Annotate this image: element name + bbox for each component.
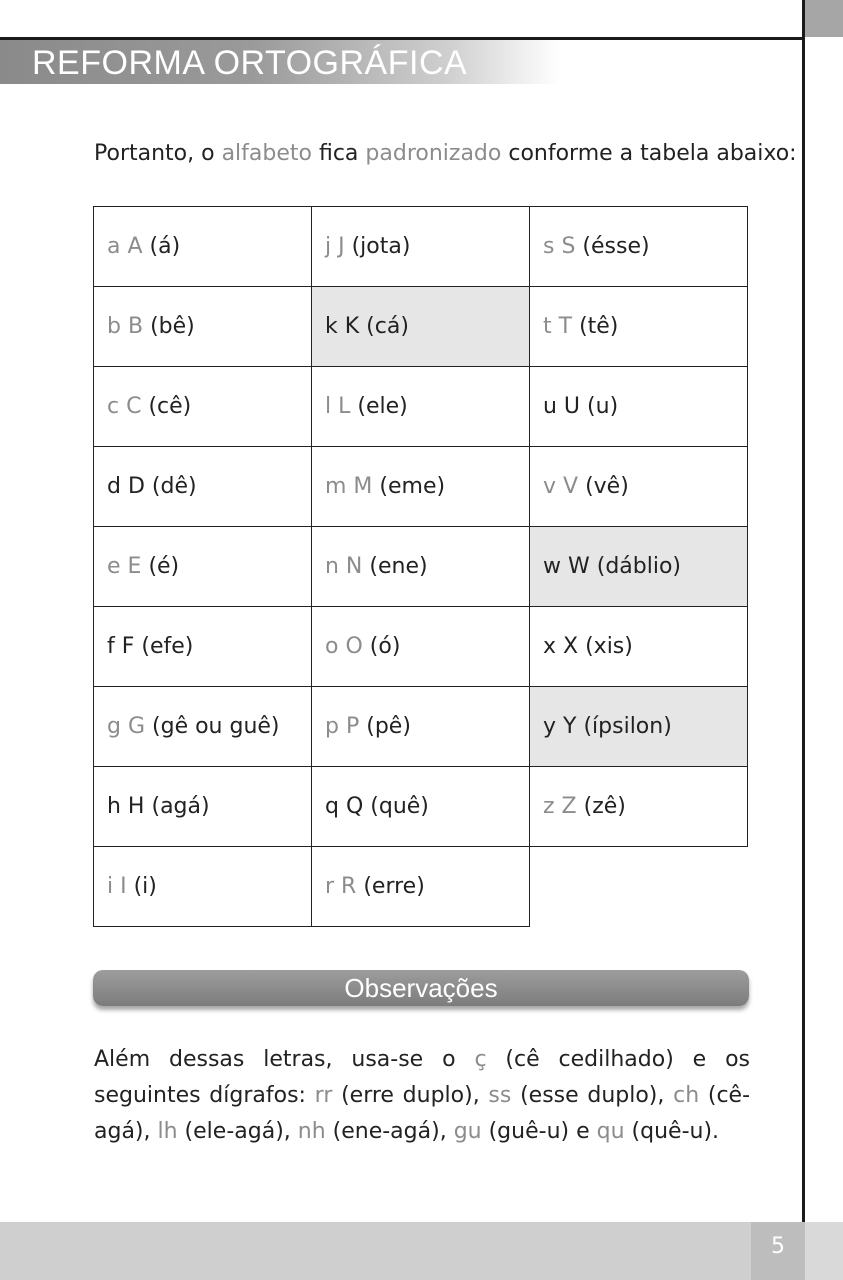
intro-mid: fica (311, 141, 366, 166)
page-title: REFORMA ORTOGRÁFICA (32, 44, 468, 82)
letter-pair: a A (107, 234, 143, 259)
letter-name: (jota) (351, 234, 411, 259)
table-cell (312, 207, 530, 287)
table-cell (530, 687, 748, 767)
letter-pair: h H (107, 794, 145, 819)
letter-name: (gê ou guê) (152, 714, 280, 739)
table-cell (94, 607, 312, 687)
letter-name: (dê) (151, 474, 197, 499)
table-cell (312, 607, 530, 687)
table-cell (530, 447, 748, 527)
table-cell (530, 607, 748, 687)
letter-name: (tê) (579, 314, 619, 339)
table-cell-empty (530, 847, 748, 927)
table-cell (94, 287, 312, 367)
letter-pair: f F (107, 634, 135, 659)
letter-pair: z Z (543, 794, 577, 819)
letter-name: (cá) (366, 314, 409, 339)
letter-name: (á) (149, 234, 181, 259)
letter-pair: g G (107, 714, 146, 739)
table-cell (94, 367, 312, 447)
digraph-highlight: ç (474, 1047, 487, 1072)
paragraph-text: (esse duplo), (511, 1083, 674, 1108)
letter-pair: w W (543, 554, 590, 579)
letter-pair: q Q (325, 794, 364, 819)
right-rule (802, 0, 805, 1222)
letter-name: (é) (148, 554, 180, 579)
letter-name: (u) (587, 394, 619, 419)
observacoes-paragraph (94, 1042, 750, 1150)
letter-pair: k K (325, 314, 360, 339)
footer-band (0, 1222, 843, 1280)
paragraph-text: (ele-agá), (177, 1119, 298, 1144)
table-row (94, 287, 748, 367)
letter-pair: p P (325, 714, 360, 739)
digraph-highlight: rr (314, 1083, 333, 1108)
letter-name: (ípsilon) (583, 714, 672, 739)
letter-pair: s S (543, 234, 576, 259)
table-cell (94, 207, 312, 287)
letter-name: (ó) (369, 634, 401, 659)
letter-name: (agá) (151, 794, 210, 819)
letter-name: (vê) (585, 474, 629, 499)
table-row (94, 687, 748, 767)
letter-pair: r R (325, 874, 357, 899)
table-cell (94, 767, 312, 847)
letter-name: (erre) (363, 874, 425, 899)
table-cell (312, 767, 530, 847)
digraph-highlight: gu (453, 1119, 482, 1144)
letter-name: (ele) (357, 394, 408, 419)
letter-name: (pê) (366, 714, 411, 739)
table-row (94, 527, 748, 607)
letter-pair: j J (325, 234, 345, 259)
table-row (94, 447, 748, 527)
letter-name: (quê) (370, 794, 429, 819)
table-cell (312, 687, 530, 767)
letter-name: (bê) (150, 314, 195, 339)
paragraph-text: (cê cedilhado) e os seguintes dígrafos: (94, 1047, 750, 1108)
letter-pair: d D (107, 474, 145, 499)
letter-pair: x X (543, 634, 579, 659)
table-cell (312, 847, 530, 927)
paragraph-text: Além dessas letras, usa-se o (94, 1047, 475, 1072)
letter-pair: i I (107, 874, 127, 899)
table-cell (530, 767, 748, 847)
paragraph-text: (quê-u). (624, 1119, 720, 1144)
letter-name: (dáblio) (596, 554, 682, 579)
letter-pair: n N (325, 554, 363, 579)
letter-name: (eme) (379, 474, 446, 499)
alphabet-table (93, 206, 748, 927)
observacoes-title: Observações (344, 973, 498, 1003)
digraph-highlight: nh (297, 1119, 326, 1144)
table-row (94, 607, 748, 687)
letter-pair: y Y (543, 714, 577, 739)
intro-suffix: conforme a tabela abaixo: (501, 141, 797, 166)
letter-name: (i) (133, 874, 157, 899)
table-cell (94, 447, 312, 527)
paragraph-text: (guê-u) e (481, 1119, 597, 1144)
table-cell (312, 447, 530, 527)
letter-pair: c C (107, 394, 142, 419)
digraph-highlight: lh (157, 1119, 178, 1144)
letter-pair: b B (107, 314, 144, 339)
letter-name: (cê) (148, 394, 192, 419)
footer-strip (805, 1222, 843, 1280)
observacoes-bar (93, 970, 749, 1006)
paragraph-text: (erre duplo), (332, 1083, 489, 1108)
letter-name: (zê) (583, 794, 626, 819)
paragraph-text: (ene-agá), (325, 1119, 454, 1144)
table-cell (94, 687, 312, 767)
letter-pair: o O (325, 634, 363, 659)
letter-pair: m M (325, 474, 373, 499)
intro-prefix: Portanto, o (94, 141, 222, 166)
digraph-highlight: ss (488, 1083, 512, 1108)
table-row (94, 847, 748, 927)
digraph-highlight: qu (596, 1119, 625, 1144)
table-row (94, 207, 748, 287)
intro-word-padronizado: padronizado (365, 141, 502, 166)
table-cell (312, 527, 530, 607)
corner-tab (805, 0, 843, 37)
letter-pair: e E (107, 554, 142, 579)
table-cell (94, 527, 312, 607)
letter-pair: t T (543, 314, 573, 339)
table-row (94, 367, 748, 447)
table-cell (530, 367, 748, 447)
letter-name: (efe) (141, 634, 194, 659)
paragraph-text: (cê-agá), (94, 1083, 751, 1144)
digraph-highlight: ch (673, 1083, 700, 1108)
table-row (94, 767, 748, 847)
letter-name: (ésse) (582, 234, 650, 259)
letter-pair: u U (543, 394, 581, 419)
letter-pair: v V (543, 474, 579, 499)
page-number: 5 (771, 1234, 785, 1259)
intro-text (94, 138, 797, 170)
letter-pair: l L (325, 394, 351, 419)
letter-name: (xis) (585, 634, 633, 659)
table-cell (530, 207, 748, 287)
table-cell (530, 287, 748, 367)
table-cell (312, 287, 530, 367)
table-cell (530, 527, 748, 607)
table-cell (94, 847, 312, 927)
intro-word-alfabeto: alfabeto (221, 141, 312, 166)
letter-name: (ene) (369, 554, 428, 579)
table-cell (312, 367, 530, 447)
